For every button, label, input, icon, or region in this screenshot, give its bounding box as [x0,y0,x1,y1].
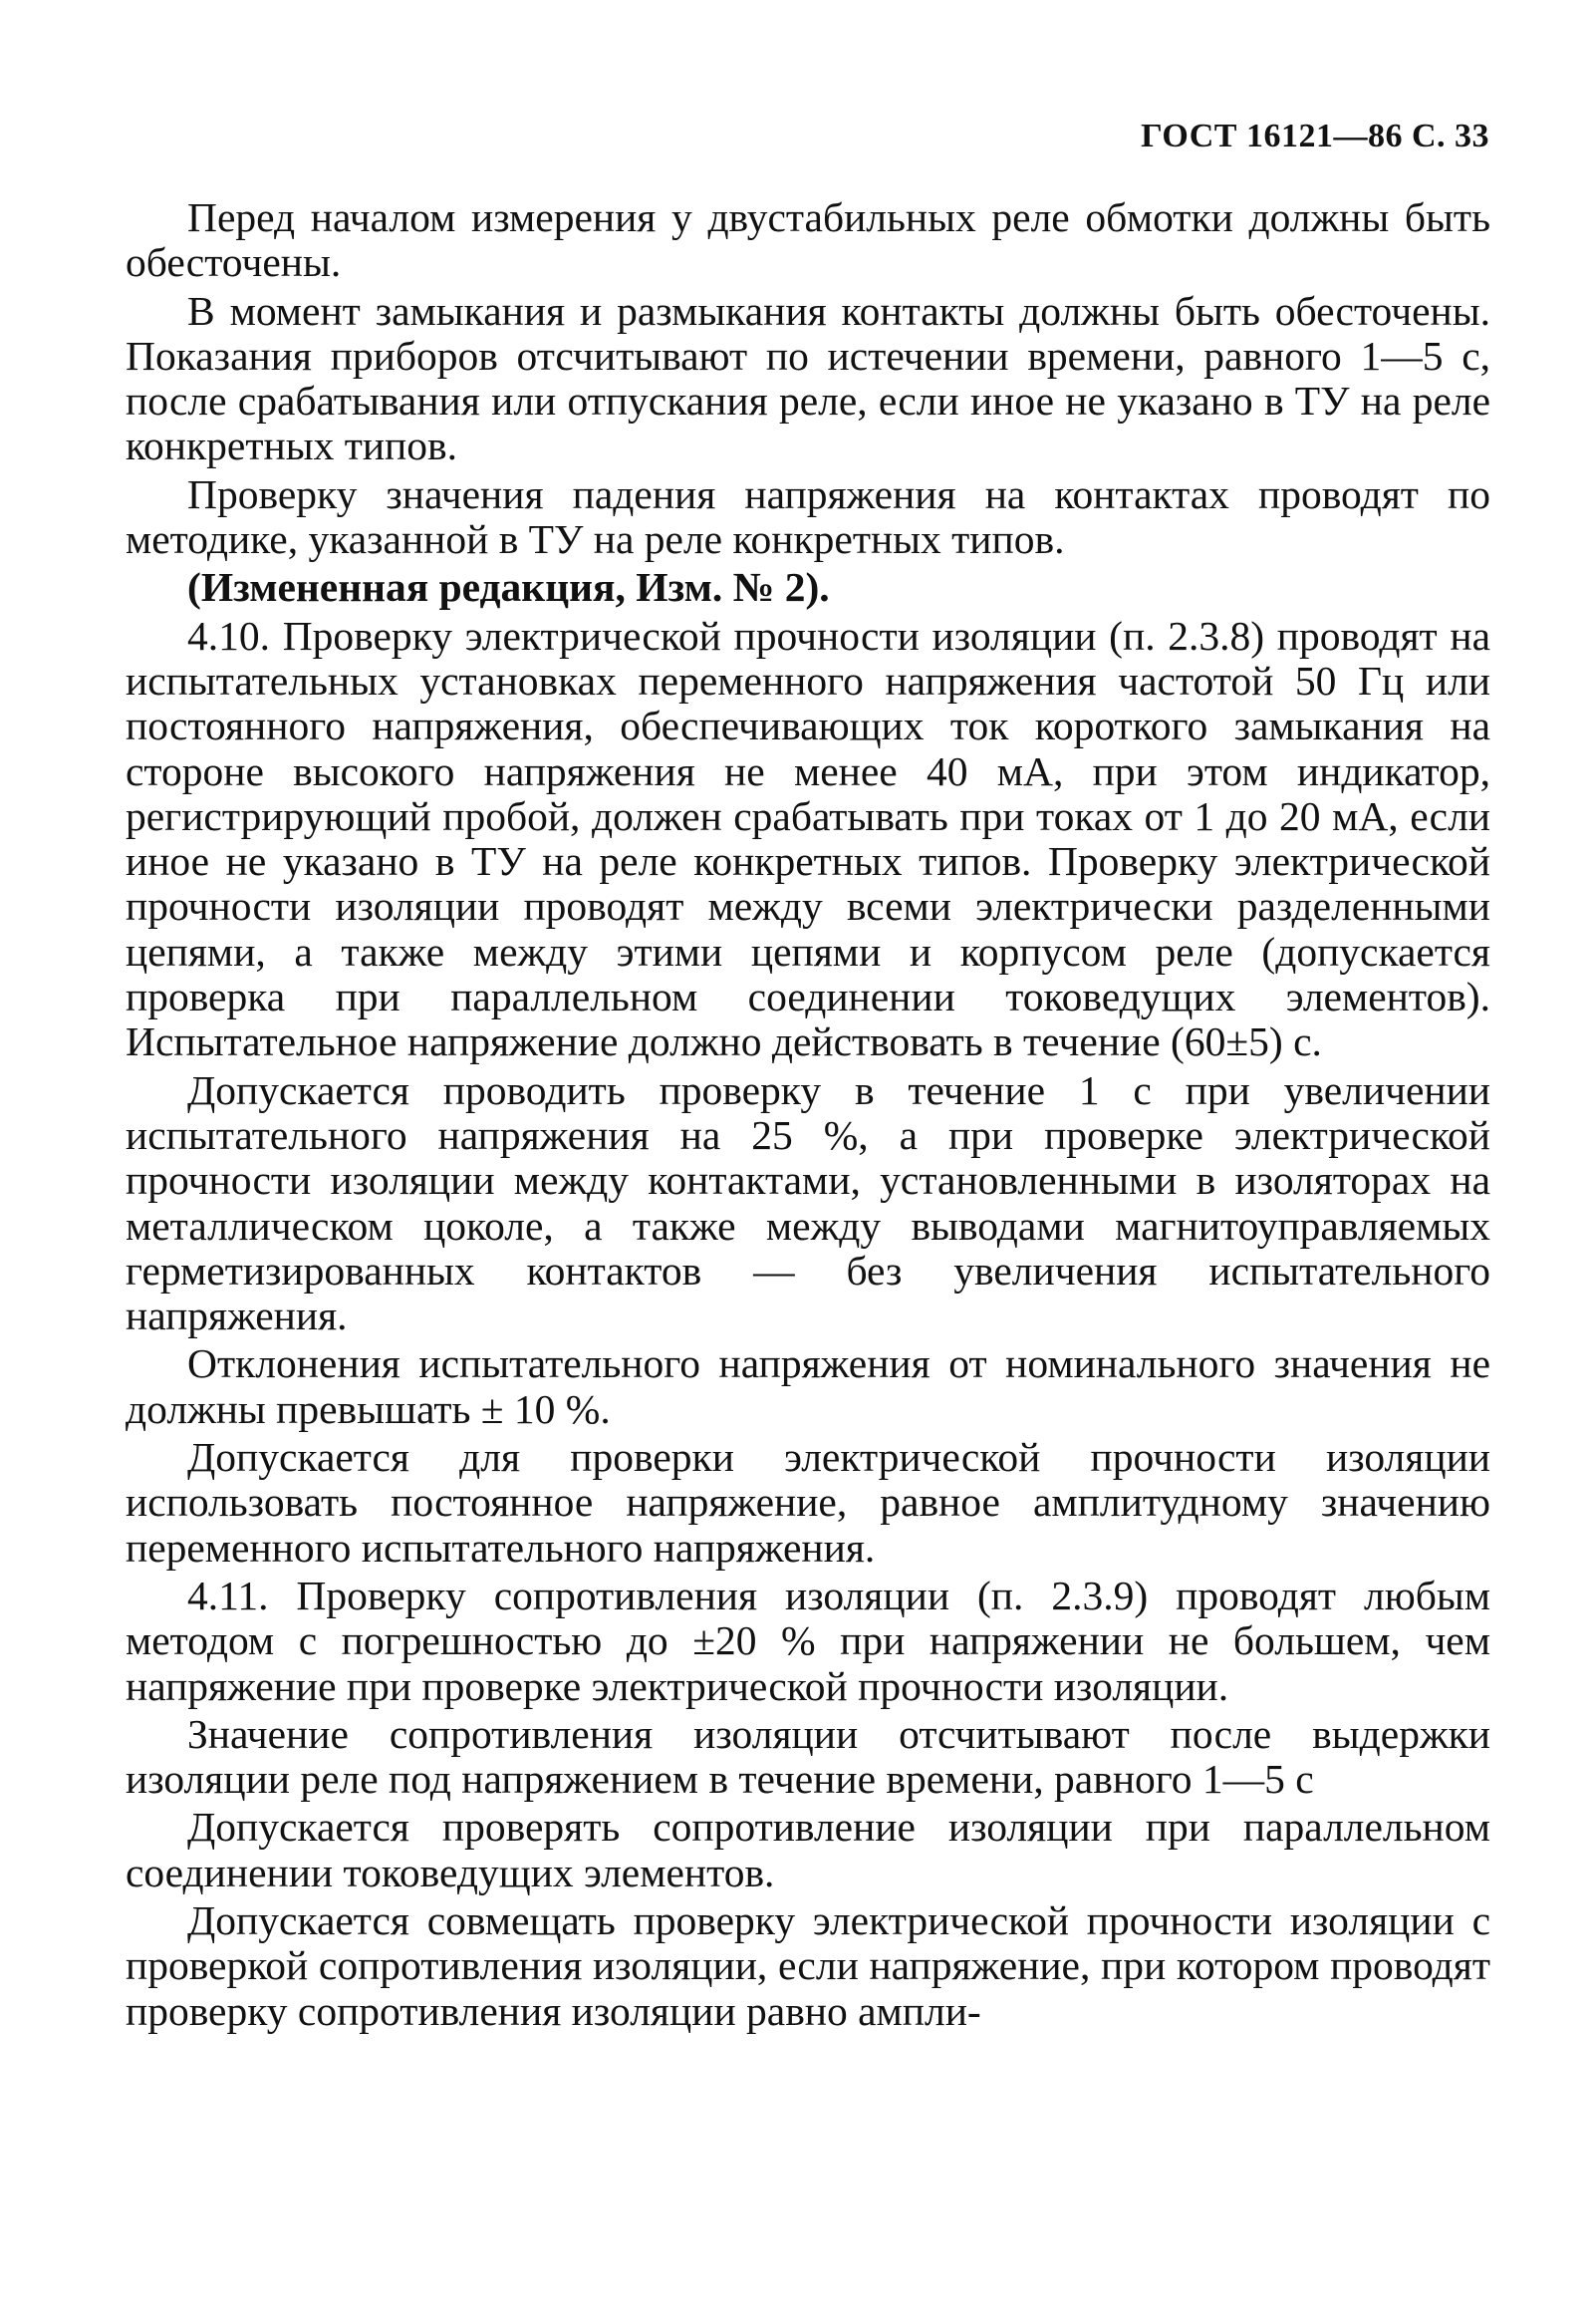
page-header: ГОСТ 16121—86 С. 33 [1141,118,1489,154]
paragraph: Допускается проверять сопротивление изоляции при параллельном соединении токоведущих элементов. [126,1804,1490,1895]
paragraph: Допускается для проверки электрической прочности изоляции использовать постоянное напряжение, равное амплитудному значению переменного испытательного напряжения. [126,1434,1490,1571]
paragraph: Проверку значения падения напряжения на контактах проводят по методике, указанной в ТУ на реле конкретных типов. [126,470,1490,563]
paragraph: В момент замыкания и размыкания контакты должны быть обесточены. Показания приборов отсчитывают по истечении времени, равного 1—5 с, после срабатывания или отпускания реле, если иное не указано в ТУ на реле конкретных типов. [126,287,1490,469]
document-body [126,195,1490,2037]
paragraph: Допускается совмещать проверку электрической прочности изоляции с проверкой сопротивления изоляции, если напряжение, при котором проводят проверку сопротивления изоляции равно ампли- [126,1896,1490,2034]
paragraph: Допускается проводить проверку в течение 1 с при увеличении испытательного напряжения на 25 %, а при проверке электрической прочности изоляции между контактами, установленными в изоляторах на металлическом цоколе, а также между выводами магнитоуправляемых герметизированных контактов — без увеличения испытательного напряжения. [126,1066,1490,1339]
amendment-note: (Измененная редакция, Изм. № 2). [187,564,830,611]
section-4-10: 4.10. Проверку электрической прочности изоляции (п. 2.3.8) проводят на испытательных установках переменного напряжения частотой 50 Гц или постоянного напряжения, обеспечивающих ток короткого замыкания на стороне высокого напряжения не менее 40 мА, при этом индикатор, регистрирующий пробой, должен срабатывать при токах от 1 до 20 мА, если иное не указано в ТУ на реле конкретных типов. Проверку электрической прочности изоляции проводят между всеми электрически разделенными цепями, а также между этими цепями и корпусом реле (допускается проверка при параллельном соединении токоведущих элементов). Испытательное напряжение должно действовать в течение (60±5) с. [126,612,1490,1065]
paragraph: Перед началом измерения у двустабильных реле обмотки должны быть обесточены. [126,194,1490,286]
paragraph: Значение сопротивления изоляции отсчитывают после выдержки изоляции реле под напряжением в течение времени, равного 1—5 с [126,1710,1490,1803]
paragraph: Отклонения испытательного напряжения от номинального значения не должны превышать ± 10 %. [126,1340,1490,1432]
section-4-11: 4.11. Проверку сопротивления изоляции (п. 2.3.9) проводят любым методом с погрешностью до ±20 % при напряжении не большем, чем напряжение при проверке электрической прочности изоляции. [126,1572,1490,1709]
